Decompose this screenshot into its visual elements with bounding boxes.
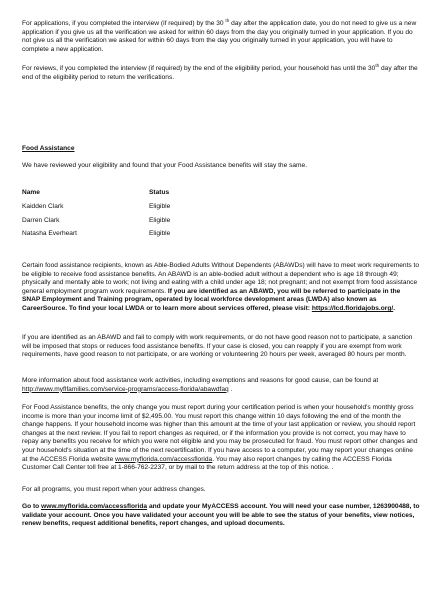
abawd-faq-link[interactable]: http://www.myflfamilies.com/service-programs/access-florida/abawdfaq [22, 385, 229, 393]
text: day after the application date, you do not need to give us a new application if you give us all the verification we asked for within 60 days from the day you originally turned in your application. If you do not give us all the verification we asked for within 60 days from the day you originally turned in your application, you will have to complete a new application. [22, 20, 417, 53]
superscript: th [375, 62, 380, 68]
column-header-name: Name [22, 189, 40, 196]
myaccess-paragraph [22, 503, 420, 529]
member-status: Eligible [149, 230, 171, 237]
superscript: th [225, 17, 230, 23]
member-name: Darren Clark [22, 216, 60, 224]
myaccess-link[interactable]: www.myflorida.com/accessflorida [41, 503, 148, 510]
reviews-verification-paragraph [22, 62, 420, 82]
address-change-paragraph: For all programs, you must report when your address changes. [22, 486, 206, 493]
member-name: Natasha Everheart [22, 230, 77, 237]
abawd-referral-text: If you are identified as an ABAWD, you will be referred to participate in the SNAP Employment and Training program, operated by local workforce development areas (LWDA) also known as CareerSource. To find your local LWDA or to learn more about services offered, please visit: [22, 287, 401, 312]
table-row [22, 230, 170, 244]
column-header-status: Status [149, 189, 170, 196]
table-row [22, 203, 170, 217]
table-header-row [22, 189, 170, 203]
more-info-paragraph [22, 377, 420, 394]
text: . [228, 385, 233, 393]
text: For reviews, if you completed the interview (if required) by the end of the eligibility period, your household has until the 30 [22, 65, 376, 72]
text: Certain food assistance recipients, known as Able-Bodied Adults Without Dependents (ABAWDs) will have to meet work requirements to be eligible to receive food assistance benefits. An ABAWD is an able-bodied adult without a dependent who is age 18 through 49; physically and mentally able to work; not living and eating with a child under age 18; not pregnant; and not exempt from food assistance general employment program work requirements. [22, 262, 420, 295]
careersource-link[interactable]: https://lcd.floridajobs.org/ [311, 304, 394, 312]
member-name: Kaidden Clark [22, 203, 64, 210]
abawd-paragraph [22, 262, 420, 314]
text: . You may also report changes by calling the ACCESS Florida Customer Call Center toll free at 1-866-762-2237, or by mail to the return address at the top of this notice. . [22, 455, 392, 472]
text: More information about food assistance work activities, including exemptions and reasons for good cause, can be found at [22, 377, 379, 384]
food-assistance-intro: We have reviewed your eligibility and found that your Food Assistance benefits will stay the same. [22, 162, 308, 169]
text: Go to [22, 503, 40, 510]
text: day after the end of the eligibility period to return the verifications. [22, 65, 418, 81]
member-status: Eligible [149, 216, 171, 224]
text: and update your MyACCESS account. You will need your case number, 1263900488, to validate your account. Once you have validated your account you will be able to see the status of your benefits, view notices, renew benefits, request additional benefits, report changes, and upload documents. [22, 503, 420, 528]
abawd-sanction-paragraph: If you are identified as an ABAWD and fail to comply with work requirements, or do not have good reason not to participate, a sanction will be imposed that stops or reduces food assistance benefits. If your case is closed, you can reapply if you are exempt from work requirements, have good reason to not participate, or are working or volunteering 20 hours per week, averaged 80 hours per month. [22, 334, 413, 359]
food-assistance-heading: Food Assistance [22, 145, 75, 152]
member-status: Eligible [149, 203, 171, 210]
applications-verification-paragraph [22, 17, 420, 54]
text: For Food Assistance benefits, the only change you must report during your certification period is when your household's monthly gross income is more than your income limit of $2,495.00. You must report this change within 10 days following the end of the month the change happens. If your household income was higher than this amount at the time of your last application or review, you should report changes at the next review. If you fail to report changes as required, or if the information you provide is not correct, you may have to repay any benefits you receive for which you were not eligible and you may be prosecuted for fraud. You must report other changes and your household's situation at the time of the next recertification. If you have access to a computer, you may report your changes online at the ACCESS Florida website [22, 404, 418, 463]
eligibility-table [22, 189, 170, 244]
text: For applications, if you completed the interview (if required) by the 30 [22, 20, 224, 27]
text: . [393, 304, 396, 312]
reporting-changes-paragraph [22, 404, 420, 473]
access-florida-link[interactable]: www.myflorida.com/accessflorida [115, 455, 213, 463]
table-row [22, 217, 170, 231]
